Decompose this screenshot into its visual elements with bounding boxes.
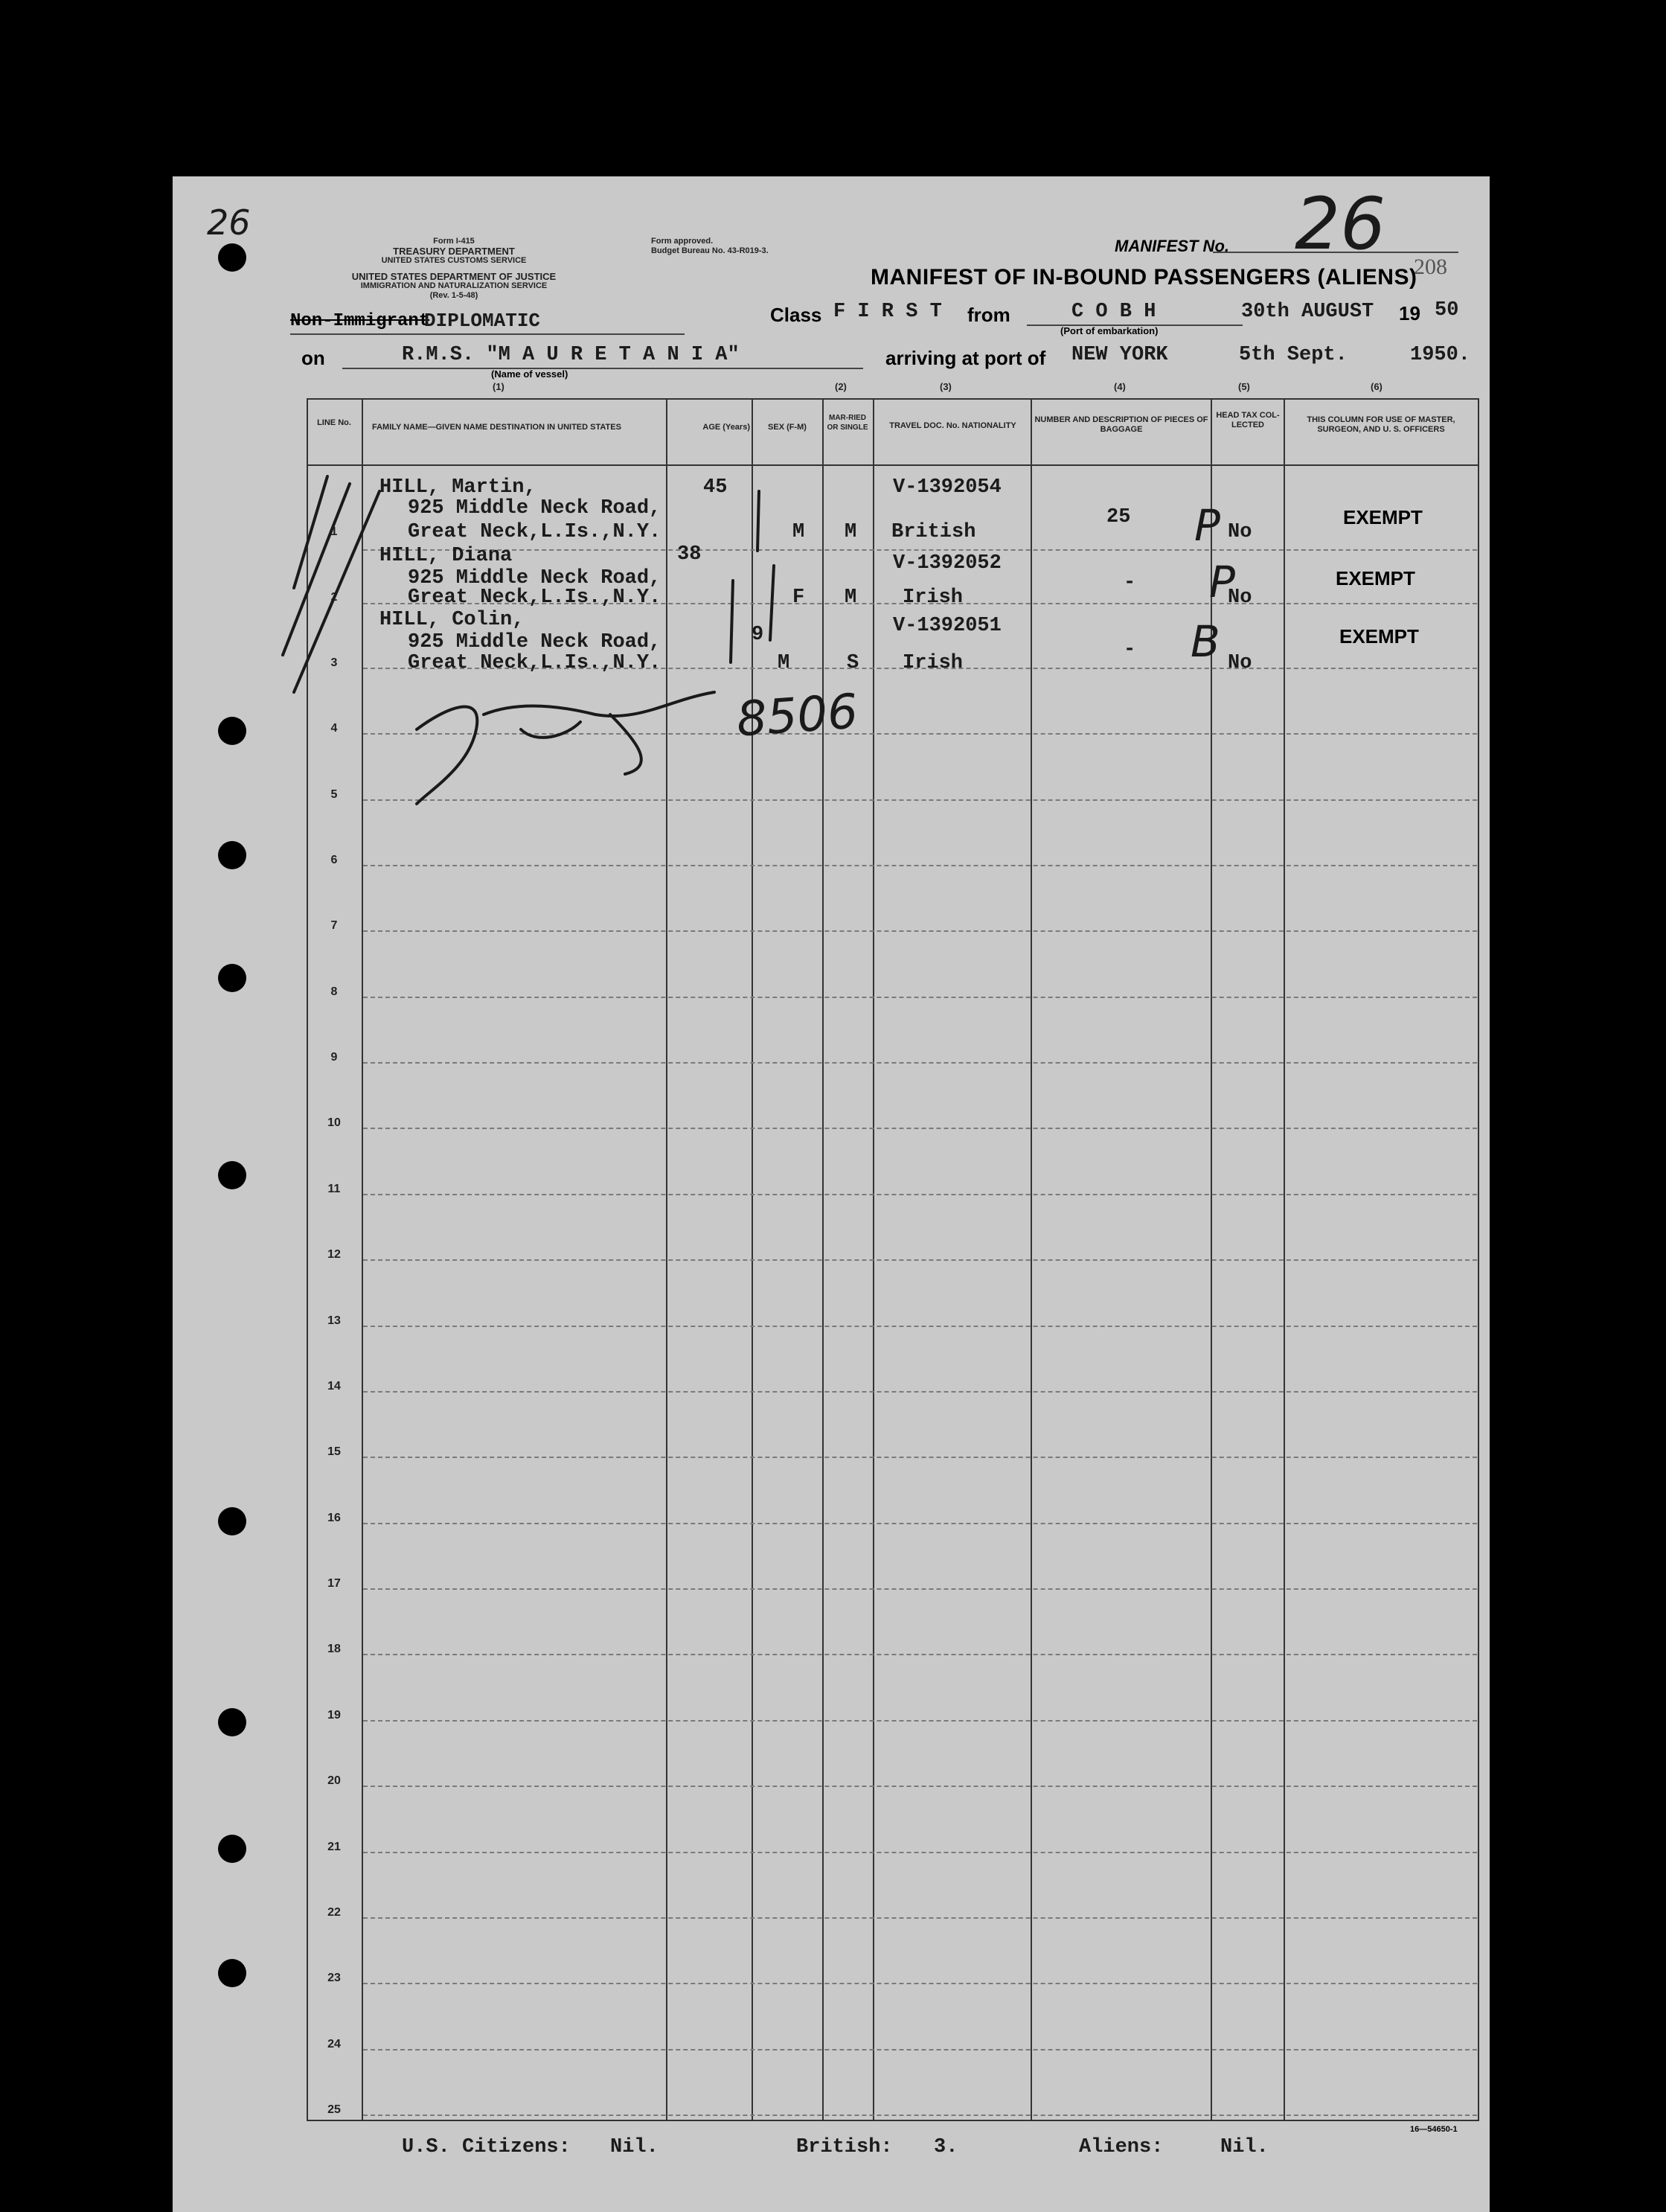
passenger-married: S [847, 652, 859, 674]
passenger-baggage: - [1124, 572, 1136, 594]
passenger-name: HILL, Colin, [379, 609, 525, 631]
line-number: 22 [327, 1906, 341, 1919]
line-number: 15 [327, 1445, 341, 1458]
tick-mark [294, 476, 327, 588]
bracket-stroke [757, 491, 759, 551]
line-number: 25 [327, 2103, 341, 2116]
head-tax: No [1228, 586, 1252, 609]
passenger-sex: F [792, 586, 805, 609]
head-tax-mark: B [1191, 616, 1220, 667]
passenger-nationality: British [891, 521, 976, 543]
col-number: (6) [1371, 381, 1383, 392]
col-number: (4) [1114, 381, 1126, 392]
passenger-married: M [845, 586, 857, 609]
approval-text: Form approved. [651, 237, 714, 246]
officer-stamp: EXEMPT [1343, 506, 1423, 528]
handwritten-annotation: 8506 [734, 684, 860, 748]
line-number: 7 [330, 919, 338, 932]
line-number: 24 [327, 2038, 341, 2050]
col-header-officers: THIS COLUMN FOR USE OF MASTER, SURGEON, AND U. S. OFFICERS [1307, 415, 1455, 434]
bracket-stroke [770, 566, 774, 640]
col-number: (3) [940, 381, 952, 392]
col-header-sex: SEX (F-M) [768, 423, 807, 432]
line-number: 23 [327, 1972, 341, 1984]
line-number: 18 [327, 1643, 341, 1655]
rev-date: (Rev. 1-5-48) [429, 291, 478, 300]
dept-name: TREASURY DEPARTMENT [393, 246, 515, 257]
line-number: 16 [327, 1512, 341, 1524]
budget-text: Budget Bureau No. 43-R019-3. [651, 246, 769, 255]
bracket-stroke [731, 581, 733, 662]
head-tax: No [1228, 652, 1252, 674]
head-tax-mark: P [1194, 500, 1220, 551]
class-label: Class [770, 304, 822, 326]
col-header-travel: TRAVEL DOC. No. NATIONALITY [889, 421, 1016, 430]
line-number: 4 [330, 722, 338, 735]
ins-name: IMMIGRATION AND NATURALIZATION SERVICE [360, 281, 548, 290]
corner-mark: 26 [207, 202, 251, 243]
year-value: 50 [1435, 299, 1459, 322]
col-number: (1) [493, 381, 504, 392]
passenger-address: 925 Middle Neck Road, [408, 631, 661, 653]
form-number: Form I-415 [433, 237, 475, 246]
customs-name: UNITED STATES CUSTOMS SERVICE [381, 256, 527, 265]
arriving-label: arriving at port of [885, 347, 1046, 369]
line-number: 20 [327, 1774, 341, 1787]
line-number: 2 [330, 591, 338, 604]
col-header-line: LINE No. [317, 418, 351, 427]
footer-us-value: Nil. [610, 2136, 659, 2158]
line-number: 11 [327, 1183, 341, 1195]
passenger-baggage: - [1124, 639, 1136, 661]
line-number: 3 [330, 656, 338, 669]
passenger-address: 925 Middle Neck Road, [408, 497, 661, 520]
justice-name: UNITED STATES DEPARTMENT OF JUSTICE [351, 271, 557, 282]
passenger-baggage: 25 [1106, 506, 1131, 528]
line-number: 14 [327, 1380, 341, 1393]
passenger-married: M [845, 521, 857, 543]
footer-aliens-label: Aliens: [1079, 2136, 1164, 2158]
signature-stroke [610, 715, 641, 774]
footer-aliens-value: Nil. [1220, 2136, 1269, 2158]
line-number: 17 [327, 1577, 341, 1590]
footer-us-label: U.S. Citizens: [402, 2136, 571, 2158]
print-code: 16—54650-1 [1410, 2125, 1458, 2134]
manifest-label: MANIFEST No. [1115, 237, 1229, 255]
head-tax: No [1228, 521, 1252, 543]
col-number: (2) [835, 381, 847, 392]
passenger-doc: V-1392051 [893, 615, 1002, 637]
line-number: 21 [327, 1841, 341, 1853]
officer-stamp: EXEMPT [1339, 625, 1419, 648]
line-number: 1 [330, 525, 338, 538]
passenger-nationality: Irish [903, 586, 964, 609]
col-header-headtax: HEAD TAX COL-LECTED [1216, 411, 1280, 429]
vessel-caption: (Name of vessel) [491, 368, 568, 380]
passenger-sex: M [778, 652, 790, 674]
line-number: 5 [330, 788, 338, 801]
signature-stroke [521, 722, 580, 738]
diplomatic-label: DIPLOMATIC [424, 310, 541, 332]
passenger-nationality: Irish [903, 652, 964, 674]
footer-british-label: British: [796, 2136, 893, 2158]
passenger-address: Great Neck,L.Is.,N.Y. [408, 652, 661, 674]
passenger-doc: V-1392054 [893, 476, 1002, 499]
passenger-age: 9 [752, 624, 764, 646]
passenger-name: HILL, Diana [379, 545, 513, 567]
line-number: 19 [327, 1709, 341, 1722]
arrival-year: 1950. [1410, 344, 1471, 366]
arrival-port: NEW YORK [1071, 344, 1168, 366]
line-number: 9 [330, 1051, 338, 1064]
footer-british-value: 3. [934, 2136, 958, 2158]
signature-stroke [417, 707, 477, 804]
stamp-number: 208 [1414, 255, 1447, 279]
line-number: 6 [330, 854, 338, 866]
col-header-married: MAR-RIED OR SINGLE [827, 414, 868, 432]
col-header-age: AGE (Years) [702, 423, 750, 432]
line-number: 13 [327, 1314, 341, 1327]
passenger-sex: M [792, 521, 805, 543]
signature-stroke [484, 692, 714, 716]
line-number: 12 [327, 1248, 341, 1261]
depart-date: 30th AUGUST [1241, 301, 1374, 323]
passenger-address: 925 Middle Neck Road, [408, 567, 661, 589]
passenger-age: 45 [703, 476, 728, 499]
passenger-name: HILL, Martin, [379, 476, 536, 499]
vessel-name: R.M.S. "M A U R E T A N I A" [402, 344, 740, 366]
nonimmigrant-label: Non-Immigrant [290, 311, 430, 331]
on-label: on [301, 347, 325, 369]
passenger-doc: V-1392052 [893, 552, 1002, 575]
passenger-address: Great Neck,L.Is.,N.Y. [408, 521, 661, 543]
officer-stamp: EXEMPT [1336, 567, 1415, 589]
from-value: C O B H [1071, 301, 1156, 323]
head-tax-mark: P [1209, 557, 1235, 607]
passenger-address: Great Neck,L.Is.,N.Y. [408, 586, 661, 609]
class-value: F I R S T [833, 301, 942, 323]
from-label: from [967, 304, 1010, 326]
line-number: 10 [327, 1116, 341, 1129]
line-number: 8 [330, 985, 338, 998]
arrival-date: 5th Sept. [1239, 344, 1348, 366]
col-number: (5) [1238, 381, 1250, 392]
year-prefix: 19 [1399, 302, 1420, 325]
manifest-number: 26 [1295, 182, 1386, 266]
col-header-name: FAMILY NAME—GIVEN NAME DESTINATION IN UNITED STATES [372, 423, 621, 432]
col-header-baggage: NUMBER AND DESCRIPTION OF PIECES OF BAGGAGE [1034, 415, 1208, 434]
passenger-age: 38 [677, 543, 702, 566]
port-embark-caption: (Port of embarkation) [1060, 325, 1159, 336]
page-title: MANIFEST OF IN-BOUND PASSENGERS (ALIENS) [871, 265, 1417, 290]
